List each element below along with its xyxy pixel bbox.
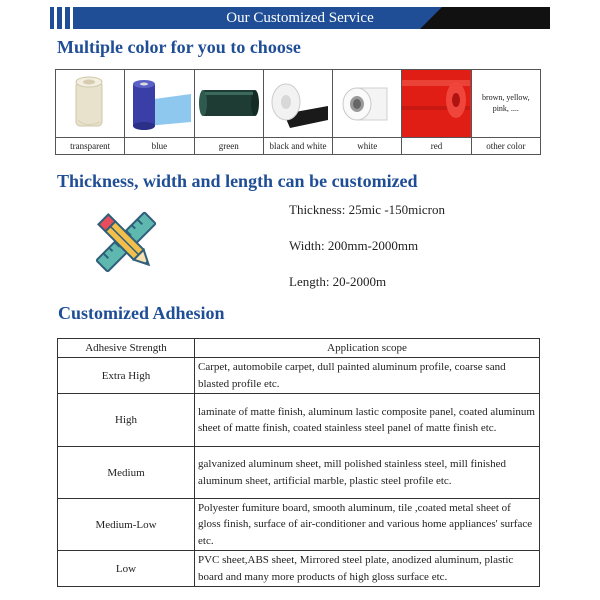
- table-row: [58, 358, 540, 394]
- color-option-red: [402, 70, 471, 154]
- color-label: white: [357, 141, 378, 151]
- color-swatch-table: [55, 69, 541, 155]
- table-row: [58, 394, 540, 447]
- header-adhesive-strength: Adhesive Strength: [58, 339, 195, 358]
- adhesion-heading: Customized Adhesion: [58, 303, 225, 323]
- strength-cell: Medium-Low: [58, 499, 195, 551]
- color-label: other color: [486, 141, 526, 151]
- color-option-transparent: [56, 70, 125, 154]
- sizes-heading: Thickness, width and length can be customized: [57, 171, 418, 191]
- other-color-text: brown, yellow, pink, ....: [481, 93, 530, 113]
- strength-cell: High: [58, 394, 195, 447]
- thickness-spec: Thickness: 25mic -150micron: [289, 202, 445, 217]
- adhesion-table: [57, 338, 540, 587]
- colors-heading: Multiple color for you to choose: [57, 37, 301, 57]
- color-label: transparent: [70, 141, 111, 151]
- blue-roll-image: [125, 70, 193, 138]
- red-roll-image: [402, 70, 470, 138]
- strength-cell: Low: [58, 551, 195, 587]
- white-roll-image: [333, 70, 401, 138]
- color-option-black-and-white: [264, 70, 333, 154]
- table-row: [58, 447, 540, 499]
- color-label: blue: [151, 141, 168, 151]
- scope-cell: Polyester fumiture board, smooth aluminum, tile ,coated metal sheet of gloss finish, surface of air-conditioner and various home appliances' surface etc.: [195, 499, 540, 551]
- width-spec: Width: 200mm-2000mm: [289, 238, 419, 253]
- color-label: green: [218, 141, 239, 151]
- scope-cell: PVC sheet,ABS sheet, Mirrored steel plate, anodized aluminum, plastic board and many more products of high gloss surface etc.: [195, 551, 540, 587]
- scope-cell: Carpet, automobile carpet, dull painted aluminum profile, coarse sand blasted profile etc.: [195, 358, 540, 394]
- table-row: [58, 551, 540, 587]
- scope-cell: galvanized aluminum sheet, mill polished stainless steel, mill finished aluminum sheet, artificial marble, plastic steel profile etc.: [195, 447, 540, 499]
- banner-title: Our Customized Service: [226, 10, 374, 26]
- color-option-white: [333, 70, 402, 154]
- header-banner: [50, 7, 550, 29]
- table-header-row: [58, 339, 540, 358]
- color-option-green: [195, 70, 264, 154]
- color-label: black and white: [269, 141, 327, 151]
- strength-cell: Extra High: [58, 358, 195, 394]
- strength-cell: Medium: [58, 447, 195, 499]
- black-white-roll-image: [264, 70, 332, 138]
- ruler-pencil-icon: [90, 206, 162, 278]
- color-label: red: [430, 141, 443, 151]
- header-application-scope: Application scope: [195, 339, 540, 358]
- green-roll-image: [195, 70, 263, 138]
- scope-cell: laminate of matte finish, aluminum lastic composite panel, coated aluminum sheet of matte finish, coated stainless steel panel of matte finish etc.: [195, 394, 540, 447]
- color-option-other: [472, 70, 540, 154]
- table-row: [58, 499, 540, 551]
- transparent-roll-image: [56, 70, 124, 138]
- length-spec: Length: 20-2000m: [289, 274, 387, 289]
- color-option-blue: [125, 70, 194, 154]
